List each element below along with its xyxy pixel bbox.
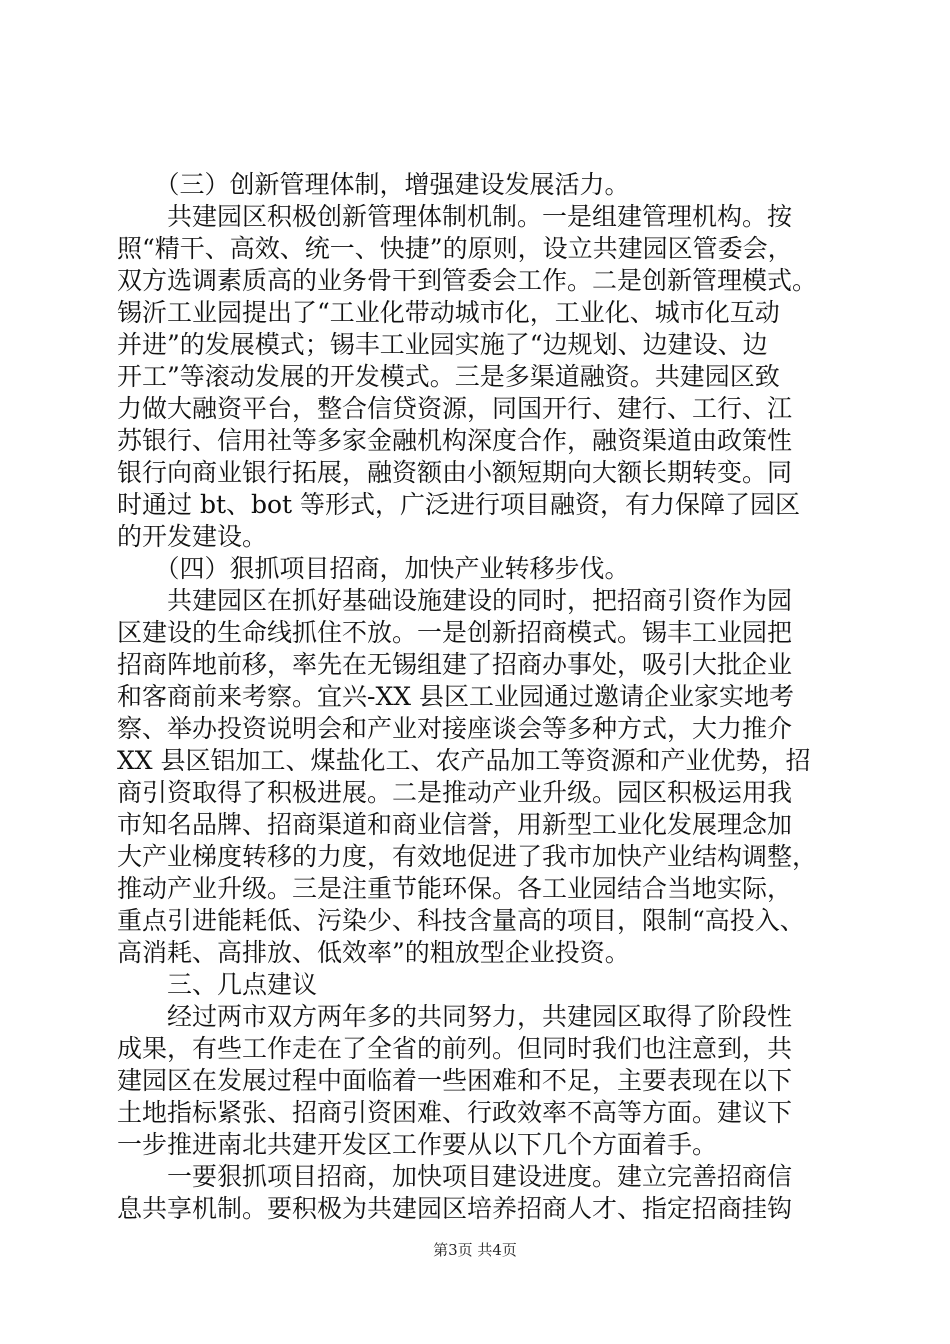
text-line: 双方选调素质高的业务骨干到管委会工作。二是创新管理模式。 <box>117 266 818 295</box>
text-line: 力做大融资平台，整合信贷资源，同国开行、建行、工行、江 <box>117 394 793 423</box>
text-line: 和客商前来考察。宜兴-XX 县区工业园通过邀请企业家实地考 <box>117 682 794 711</box>
text-line: 时通过 bt、bot 等形式，广泛进行项目融资，有力保障了园区 <box>117 490 801 519</box>
text-line: 土地指标紧张、招商引资困难、行政效率不高等方面。建议下 <box>117 1098 793 1127</box>
text-line: 一要狠抓项目招商，加快项目建设进度。建立完善招商信 <box>117 1162 793 1191</box>
text-line: 银行向商业银行拓展，融资额由小额短期向大额长期转变。同 <box>117 458 793 487</box>
text-line: 开工”等滚动发展的开发模式。三是多渠道融资。共建园区致 <box>117 362 780 391</box>
text-line: 锡沂工业园提出了“工业化带动城市化，工业化、城市化互动 <box>117 298 780 327</box>
text-line: 商引资取得了积极进展。二是推动产业升级。园区积极运用我 <box>117 778 793 807</box>
text-line: 察、举办投资说明会和产业对接座谈会等多种方式，大力推介 <box>117 714 793 743</box>
text-line: 建园区在发展过程中面临着一些困难和不足，主要表现在以下 <box>117 1066 793 1095</box>
text-line: （三）创新管理体制，增强建设发展活力。 <box>117 170 630 199</box>
text-line: 苏银行、信用社等多家金融机构深度合作，融资渠道由政策性 <box>117 426 793 455</box>
text-line: 并进”的发展模式；锡丰工业园实施了“边规划、边建设、边 <box>117 330 768 359</box>
text-line: 一步推进南北共建开发区工作要从以下几个方面着手。 <box>117 1130 718 1159</box>
text-line: 的开发建设。 <box>117 522 268 551</box>
text-line: 共建园区在抓好基础设施建设的同时，把招商引资作为园 <box>117 586 793 615</box>
text-line: 成果，有些工作走在了全省的前列。但同时我们也注意到，共 <box>117 1034 793 1063</box>
text-line: 共建园区积极创新管理体制机制。一是组建管理机构。按 <box>117 202 793 231</box>
text-line: 推动产业升级。三是注重节能环保。各工业园结合当地实际， <box>117 874 793 903</box>
text-line: 招商阵地前移，率先在无锡组建了招商办事处，吸引大批企业 <box>117 650 793 679</box>
text-line: 市知名品牌、招商渠道和商业信誉，用新型工业化发展理念加 <box>117 810 793 839</box>
text-line: 经过两市双方两年多的共同努力，共建园区取得了阶段性 <box>117 1002 793 1031</box>
text-line: 息共享机制。要积极为共建园区培养招商人才、指定招商挂钩 <box>117 1194 793 1223</box>
text-line: 区建设的生命线抓住不放。一是创新招商模式。锡丰工业园把 <box>117 618 793 647</box>
text-line: XX 县区铝加工、煤盐化工、农产品加工等资源和产业优势，招 <box>117 746 811 775</box>
page-number-footer: 第3页 共4页 <box>433 1241 517 1259</box>
text-line: 重点引进能耗低、污染少、科技含量高的项目，限制“高投入、 <box>117 906 805 935</box>
section-heading: 三、几点建议 <box>117 970 318 999</box>
text-line: （四）狠抓项目招商，加快产业转移步伐。 <box>117 554 630 583</box>
text-line: 大产业梯度转移的力度，有效地促进了我市加快产业结构调整， <box>117 842 818 871</box>
text-line: 照“精干、高效、统一、快捷”的原则，设立共建园区管委会， <box>117 234 793 263</box>
text-line: 高消耗、高排放、低效率”的粗放型企业投资。 <box>117 938 630 967</box>
